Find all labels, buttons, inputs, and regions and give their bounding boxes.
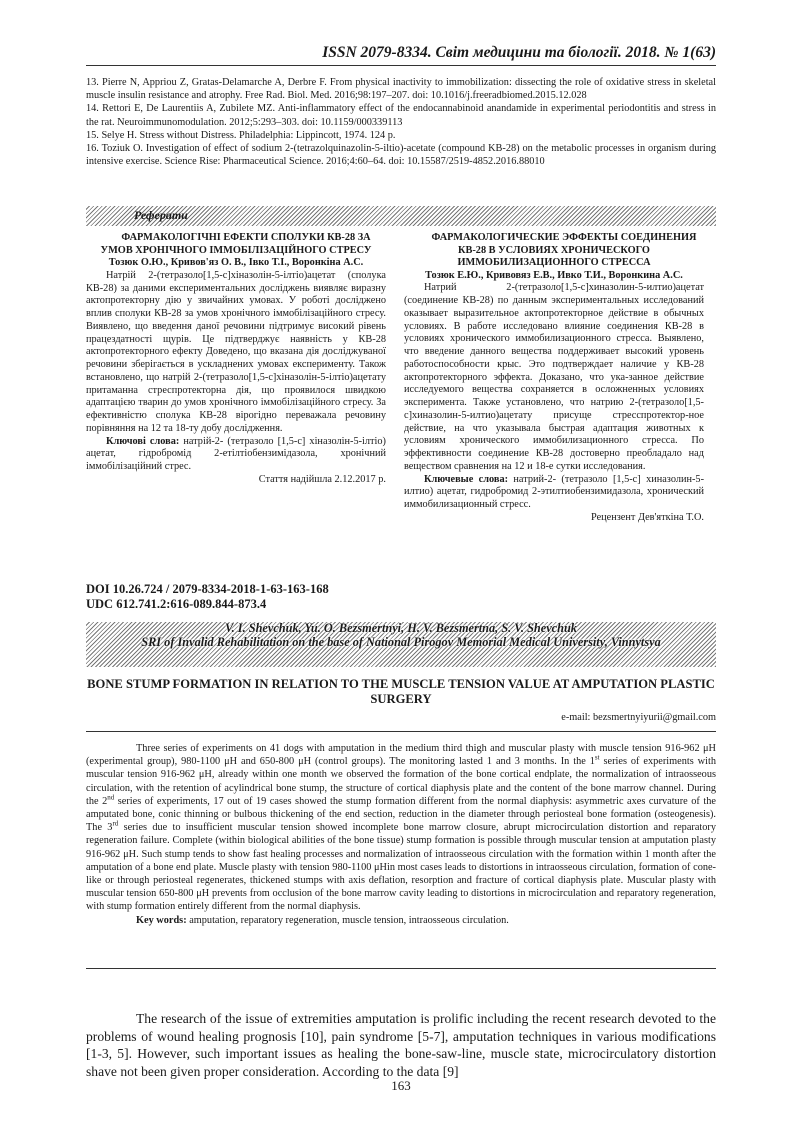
reference-item: 14. Rettori E, De Laurentiis A, Zubilete MZ. Anti-inflammatory effect of the endocannabinoid anandamide in experimental periodontitis and stress in the rat. Neuroimmunomodulation. 2012;5:293–303. doi: 10.1159/000339113 [86,103,716,128]
udc: UDC 612.741.2:616-089.844-873.4 [86,597,267,611]
russian-abstract [404,232,704,525]
header-rule [86,65,716,66]
abstract-top-rule [86,731,716,732]
ukr-text: Натрій 2-(тетразоло[1,5-c]хіназолін-5-ілтіо)ацетат (сполука КВ-28) за даними експериментальних досліджень виявляє виразну актопротекторну дію у звичайних умовах. У роботі досліджено вплив сполуки КВ-28 за умов хронічного іммобілізаційного стресу. Виявлено, що введення даної речовини підтримує високий рівень працездатності щурів. Це підтверджує наявність у КВ-28 актопротекторного ефекту Доведено, що вказана дія досліджуваної речовини зберігається в ускладнених умовах експерименту. Також встановлено, що натрій 2-(тетразоло[1,5-c]хіназолін-5-ілтіо)ацетату притаманна стреспротекторна дія, що проявилося швидкою адаптацією тварин до умов хронічного іммобілізаційного стресу. За ефективністю сполука КВ-28 вірогідно переважала речовину порівняння на 12 та 18-ту добу дослідження. [86,269,386,434]
body-paragraph: The research of the issue of extremities amputation is prolific including the recent research devoted to the problems of wound healing prognosis [10], pain syndrome [5-7], amputation techniques in various modifications [1-3, 5]. However, such important issues as healing the bone-saw-line, muscle state, microcirculatory distortion shave not been given proper consideration. According to the data [9] [86,1011,716,1079]
rus-text: Натрий 2-(тетразоло[1,5-c]хиназолин-5-илтио)ацетат (соединение КВ-28) по данным экспериментальных исследований оказывает выразительное актопротекторное действие в обычных условиях. В работе исследовано влияние соединения КВ-28 в условиях хронического иммобилизационного стресса. Выявлено, что введение данного вещества поддерживает высокий уровень работоспособности крыс. Это подтверждает наличие у КВ-28 актопротекторного эффекта. Доказано, что ука-занное действие исследуемого вещества сохраняется в осложненных условиях эксперимента. Также установлено, что натрию 2-(тетразоло[1,5-c]хиназолин-5-илтио)ацетату присуще стресспротектор-ное действие, на что указывала быстрая адаптация животных к условиям хронического иммобилизационного стресса. По эффективности соединение КВ-28 достоверно преобладало над веществом сравнения на 12 и 18-е сутки исследования. [404,282,704,472]
abstract-keywords-text: amputation, reparatory regeneration, muscle tension, intraosseous circulation. [186,914,509,926]
contact-email: e-mail: bezsmertnyiyurii@gmail.com [561,712,716,723]
abstract-part: series due to insufficient muscular tension showed incomplete bone marrow closure, abrupt microcirculation distortion and reparatory regeneration failure. Complete (within biological abilities of the bone tissue) stump formation is possible through muscular tension at amputation plasty 916-962 μH. Such stump tends to show fast healing processes and normalization of intraosseous circulation with the formation within 1 month after the amputation of a bone end plate. Muscle plasty with tension 980-1100 μHin most cases leads to distortions in intraosseous circulation, formation of cone-like or through periosteal regenerates, thickened stumps with axis deflation, resorption and fracture of cortical diaphysis plate. Muscular plasty with muscular tension 650-800 μH prevents from occlusion of the bone marrow cavity leading to distortions in microcirculation and reparatory regeneration, with stump formation entirely different from the normal diaphysis. [86,822,716,913]
authors-line: V. I. Shevchuk, Yu. O. Bezsmertnyi, H. V. Bezsmertna, S. V. Shevchuk [225,621,577,635]
ukr-received: Стаття надійшла 2.12.2017 р. [258,473,386,485]
reference-item: 16. Toziuk O. Investigation of effect of sodium 2-(tetrazolquinazolin-5-iltio)-acetate (compound KB-28) on the metabolic processes in organism during intensive exercise. Science Rise: Pharmaceutical Science. 2016;4:60–64. doi: 10.15587/2519-4852.2016.88010 [86,143,716,168]
rus-keywords-label: Ключевые слова: [424,473,509,485]
abstract-sup: st [594,753,600,762]
abstract-sup: rd [112,819,119,828]
english-abstract [86,742,716,927]
affiliation: SRI of Invalid Rehabilitation on the base of National Pirogov Memorial Medical University, Vinnytsya [141,634,661,649]
abstract-text [86,742,716,914]
abstract-keywords [86,914,716,927]
article-identifiers [86,582,329,612]
abstract-bottom-rule [86,968,716,969]
article-title: BONE STUMP FORMATION IN RELATION TO THE MUSCLE TENSION VALUE AT AMPUTATION PLASTIC SURGERY [87,677,715,706]
rus-keywords-text: натрий-2- (тетразоло [1,5-c] хиназолин-5-илтио) ацетат, гидробромид 2-этилтиобензимидазола, хронический иммобилизационный стресс. [404,473,704,510]
ukr-title: ФАРМАКОЛОГІЧНІ ЕФЕКТИ СПОЛУКИ КВ-28 ЗА УМОВ ХРОНІЧНОГО ІММОБІЛІЗАЦІЙНОГО СТРЕСУ [100,232,372,256]
abstract-sup: nd [107,793,115,802]
ukrainian-abstract [86,232,386,487]
page-number: 163 [391,1078,411,1093]
abstract-keywords-label: Key words: [136,914,187,926]
abstract-part: Three series of experiments on 41 dogs with amputation in the medium third thigh and muscular plasty with muscle tension 916-962 μH (experimental group), 980-1100 μH and 650-800 μH (control groups). The monitoring lasted 1 and 3 months. In the 1 [86,743,716,768]
ukr-authors: Тозюк О.Ю., Кривов'яз О. В., Івко Т.І., Воронкіна А.С. [108,257,364,268]
journal-header: ISSN 2079-8334. Світ медицини та біології. 2018. № 1(63) [322,44,716,61]
abstracts-heading: Реферати [134,208,188,222]
ukr-keywords-text: натрій-2- (тетразоло [1,5-c] хіназолін-5-ілтіо) ацетат, гідробромід 2-етілтіобензимідазола, хронічний іммобілізаційний стрес. [86,435,386,472]
reference-item: 13. Pierre N, Appriou Z, Gratas-Delamarche A, Derbre F. From physical inactivity to immobilization: dissecting the role of oxidative stress in skeletal muscle insulin resistance and atrophy. Free Rad. Biol. Med. 2016;98:197–207. doi: 10.1016/j.freeradbiomed.2015.12.028 [86,77,716,102]
ukr-keywords-label: Ключові слова: [106,435,180,447]
rus-reviewer: Рецензент Дев'яткіна Т.О. [590,511,704,523]
reference-item: 15. Selye H. Stress without Distress. Philadelphia: Lippincott, 1974. 124 p. [86,129,396,141]
author-affiliation-block [86,622,716,649]
rus-keywords [404,474,704,512]
abstract-part: series of experiments, 17 out of 19 cases showed the stump formation different from the normal diaphysis: asymmetric axes curvature of the amputated bone, conic thinning or bulbous thickening of the end section, reduction in the diameter through periosteal bone formation (osteogenesis). The 3 [86,795,716,834]
reference-list [86,76,716,168]
rus-title: ФАРМАКОЛОГИЧЕСКИЕ ЭФФЕКТЫ СОЕДИНЕНИЯ КВ-28 В УСЛОВИЯХ ХРОНИЧЕСКОГО ИММОБИЛИЗАЦИОННОГО СТРЕССА [431,232,697,268]
abstract-part: series of experiments with muscular tension 916-962 μH, already within one month we observed the formation of the bone cortical endplate, the normalization of intraosseous circulation, with the retention of acylindrical bone stump, the structure of cortical diaphysis plate and the content of the bone marrow channel. During the 2 [86,756,716,807]
ukr-keywords [86,436,386,474]
rus-authors: Тозюк Е.Ю., Кривовяз Е.В., Ивко Т.И., Воронкина А.С. [425,269,683,281]
doi: DOI 10.26.724 / 2079-8334-2018-1-63-163-168 [86,582,329,596]
